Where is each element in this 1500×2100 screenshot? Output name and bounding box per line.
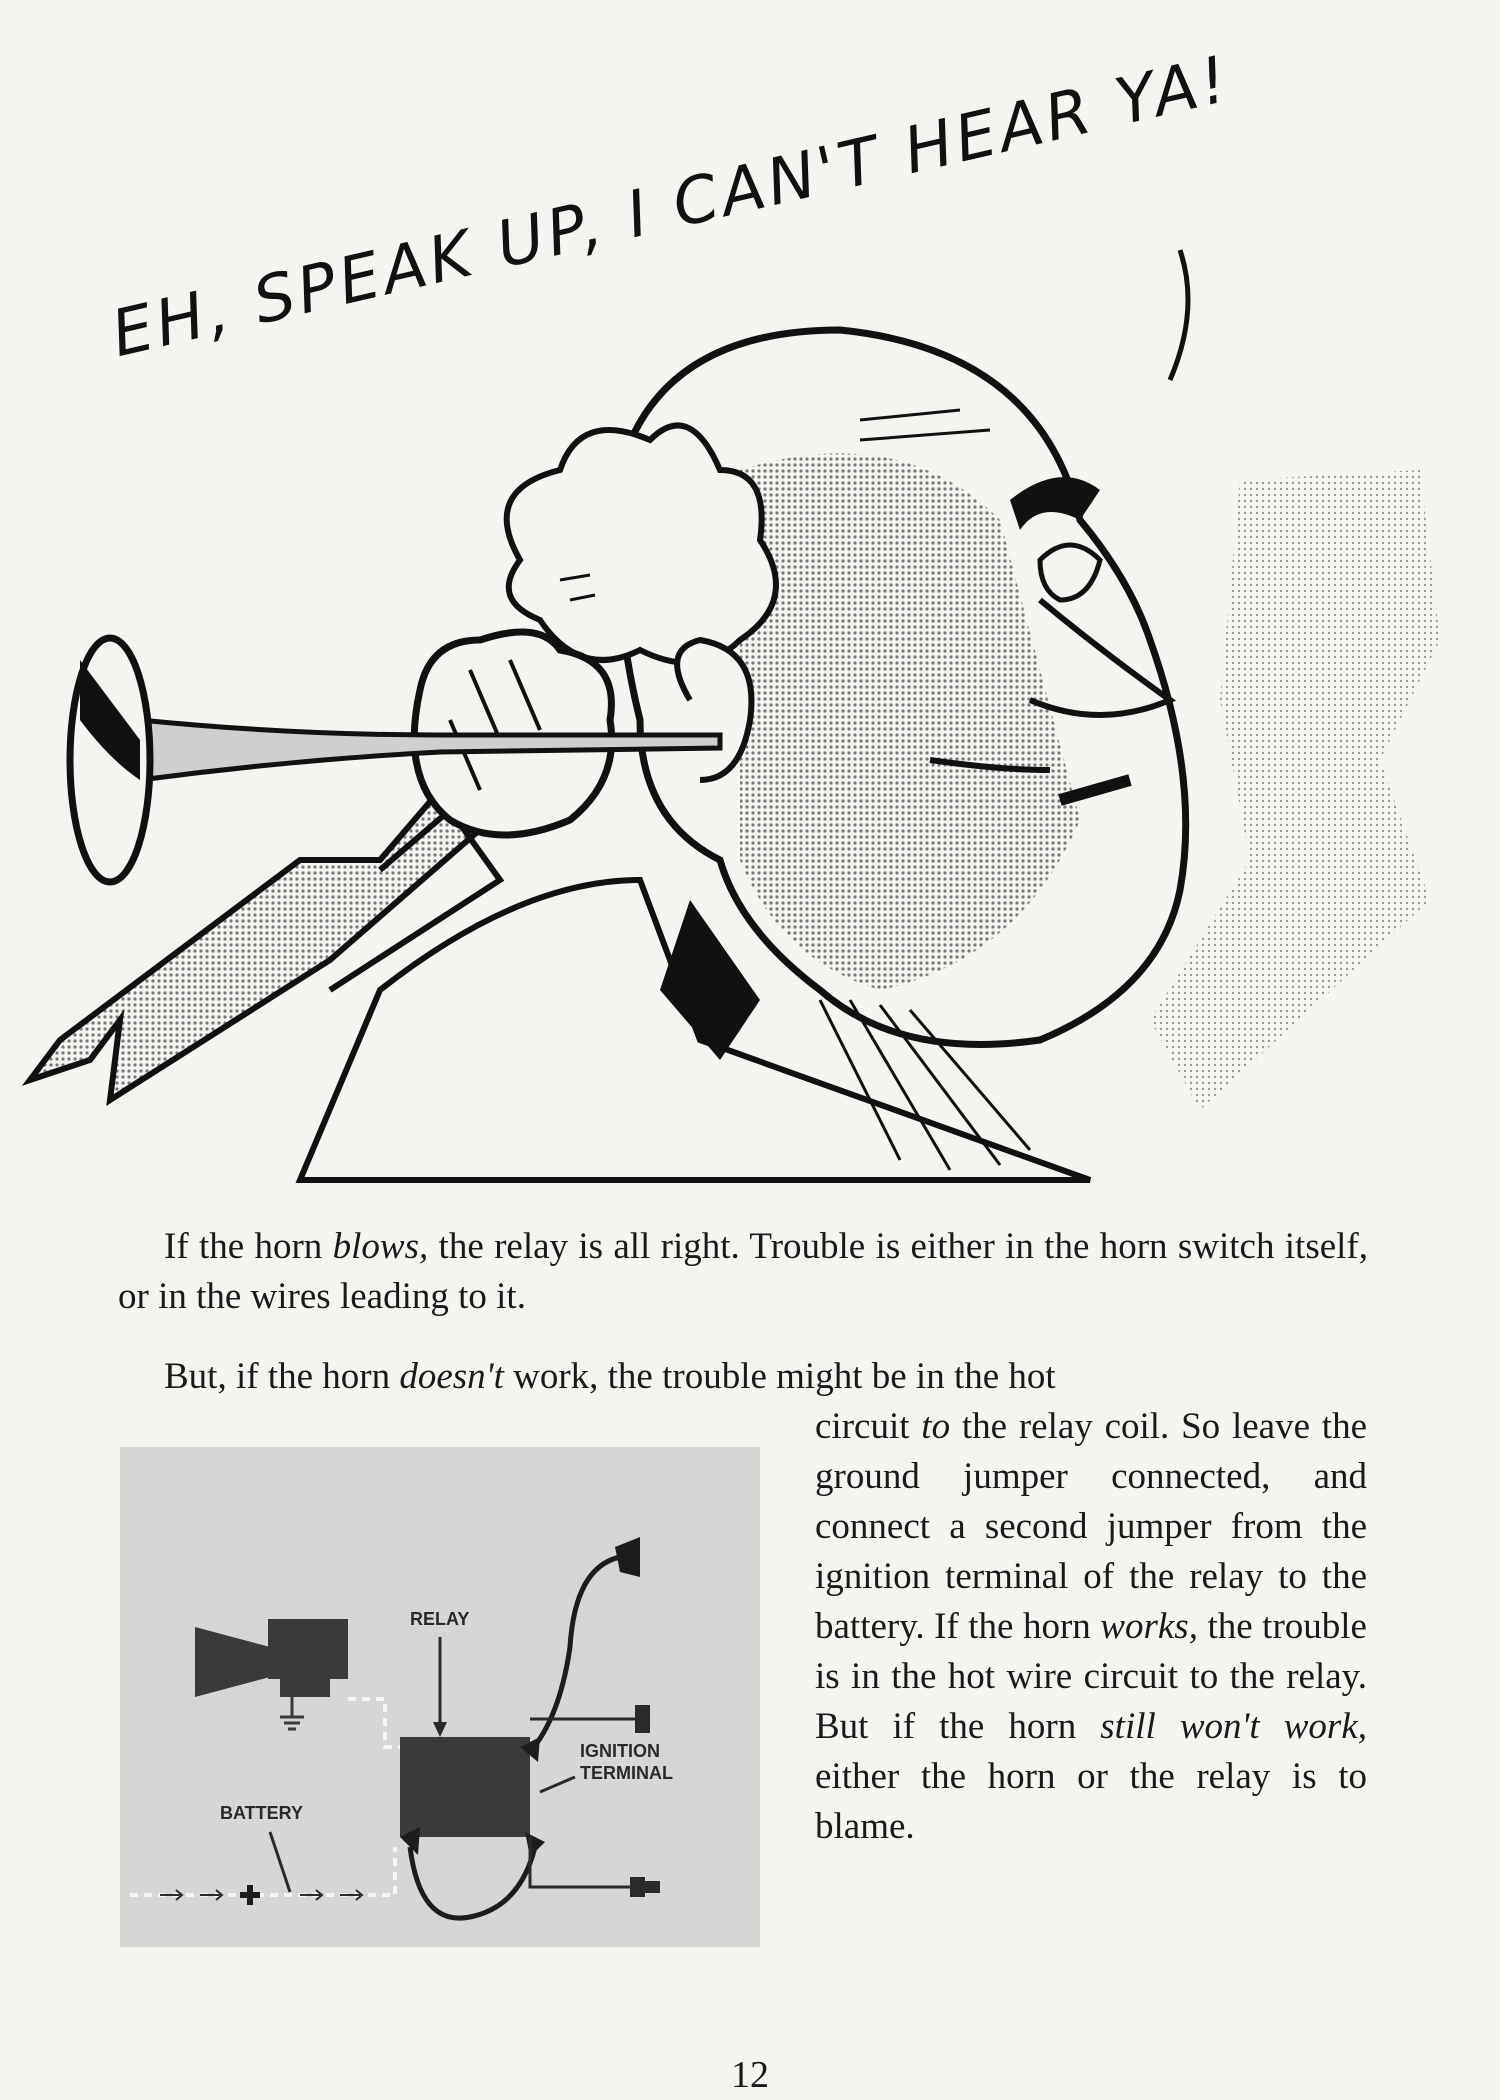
face-shadow <box>740 453 1080 990</box>
relay-box <box>400 1737 530 1837</box>
paragraph-1 <box>118 1222 1368 1322</box>
page-number: 12 <box>731 2054 769 2096</box>
paragraph-2-line-1 <box>118 1352 1368 1402</box>
speech-tail <box>1170 250 1188 380</box>
paragraph-1-a: If the horn <box>164 1226 333 1267</box>
ignition-label-line-1: IGNITION <box>580 1741 660 1761</box>
paragraph-1-c: the relay is all right. Trouble is either in the horn switch itself, or in the wires leading to it. <box>118 1226 1368 1317</box>
eye <box>1040 545 1100 600</box>
paragraph-2-d: circuit <box>815 1406 922 1447</box>
paragraph-2-e: to <box>921 1406 951 1447</box>
wiring-diagram <box>120 1447 760 1947</box>
paragraph-2-i: still won't work, <box>1100 1706 1367 1747</box>
ground-post-icon <box>635 1705 650 1733</box>
battery-label: BATTERY <box>220 1803 303 1823</box>
eyebrow <box>1010 477 1100 530</box>
ear <box>677 640 751 780</box>
paragraph-2-a: But, if the horn <box>164 1356 400 1397</box>
horn-body <box>268 1619 348 1679</box>
paragraph-2-f: the relay coil. So leave the ground jumper connected, and connect a second jumper from the ignition terminal of the relay to the battery. If the horn <box>815 1406 1367 1647</box>
relay-label: RELAY <box>410 1609 470 1629</box>
speech-bubble-text: EH, SPEAK UP, I CAN'T HEAR YA! <box>105 42 1238 373</box>
paragraph-2-j: either the horn or the relay is to blame. <box>815 1756 1367 1847</box>
background-shading <box>1150 470 1440 1110</box>
horn-base <box>280 1679 330 1697</box>
paragraph-2-g: works, <box>1100 1606 1198 1647</box>
hair <box>507 425 776 662</box>
paragraph-1-b: blows, <box>332 1226 429 1267</box>
nose <box>1030 600 1170 715</box>
paragraph-2-c: work, the trouble might be in the hot <box>503 1356 1056 1397</box>
paragraph-2-h: the trouble is in the hot wire circuit to the relay. But if the horn <box>815 1606 1367 1747</box>
paragraph-2-b: doesn't <box>399 1356 504 1397</box>
ignition-label-line-2: TERMINAL <box>580 1763 673 1783</box>
paragraph-2-continued <box>815 1402 1367 1852</box>
